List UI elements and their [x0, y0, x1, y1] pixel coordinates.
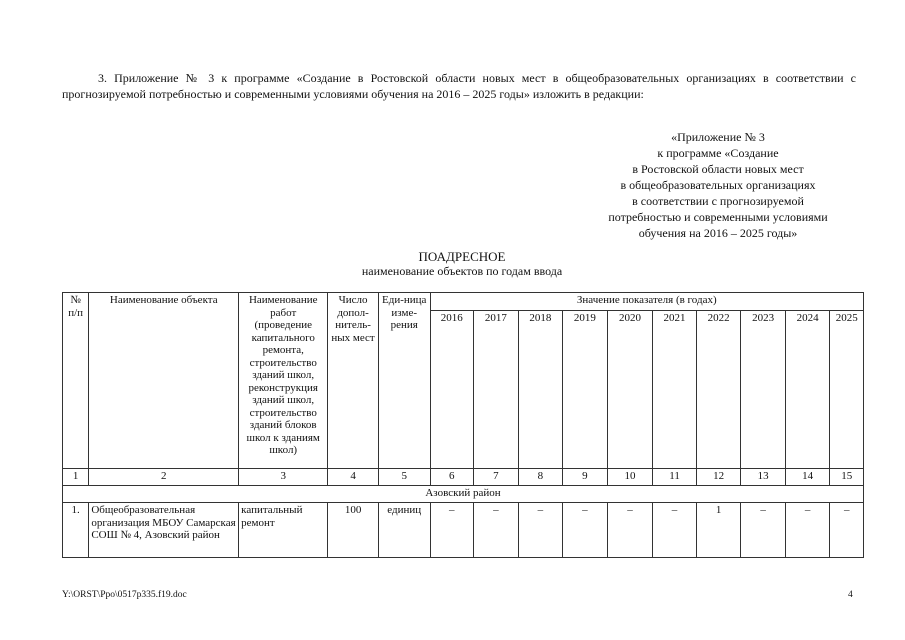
row-value: –: [653, 503, 697, 558]
row-value: –: [830, 503, 864, 558]
header-num: № п/п: [63, 293, 89, 469]
appendix-line: в общеобразовательных организациях: [620, 178, 816, 192]
row-num: 1.: [63, 503, 89, 558]
table-row: [63, 503, 864, 558]
intro-paragraph: 3. Приложение № 3 к программе «Создание в Ростовской области новых мест в общеобразовательных организациях в соответствии с прогнозируемой потребностью и современными условиями обучения на 2016 – 2025 годы» изложить в редакции:: [62, 71, 856, 101]
year-header: 2018: [518, 311, 563, 469]
title-line-2: наименование объектов по годам ввода: [361, 264, 563, 278]
row-value: 1: [696, 503, 741, 558]
header-works: Наименование работ (проведение капитального ремонта, строительство зданий школ, реконструкция зданий школ, строительство зданий блоков школ к зданиям школ): [239, 293, 328, 469]
column-number: 5: [378, 469, 430, 486]
table-title: [62, 250, 862, 278]
column-number: 6: [430, 469, 474, 486]
header-places: Число допол-нитель-ных мест: [328, 293, 379, 469]
objects-table: [62, 292, 864, 558]
column-number: 1: [63, 469, 89, 486]
appendix-line: в соответствии с прогнозируемой: [632, 194, 804, 208]
page-number: 4: [848, 590, 853, 600]
year-header: 2021: [653, 311, 697, 469]
year-header: 2025: [830, 311, 864, 469]
appendix-line: «Приложение № 3: [671, 130, 765, 144]
column-number: 14: [785, 469, 830, 486]
row-places: 100: [328, 503, 379, 558]
row-value: –: [518, 503, 563, 558]
row-value: –: [741, 503, 786, 558]
title-line-1: ПОАДРЕСНОЕ: [418, 249, 506, 264]
appendix-heading: [572, 129, 864, 241]
row-value: –: [785, 503, 830, 558]
appendix-line: к программе «Создание: [657, 146, 779, 160]
header-unit: Еди-ница изме-рения: [378, 293, 430, 469]
appendix-line: обучения на 2016 – 2025 годы»: [638, 226, 798, 240]
appendix-line: потребностью и современными условиями: [608, 210, 828, 224]
column-number: 2: [89, 469, 239, 486]
year-header: 2023: [741, 311, 786, 469]
year-header: 2022: [696, 311, 741, 469]
year-header: 2019: [563, 311, 608, 469]
row-value: –: [563, 503, 608, 558]
row-value: –: [430, 503, 474, 558]
year-header: 2017: [474, 311, 519, 469]
column-number: 9: [563, 469, 608, 486]
row-works: капитальный ремонт: [239, 503, 328, 558]
year-header: 2020: [607, 311, 653, 469]
column-number: 8: [518, 469, 563, 486]
column-number: 11: [653, 469, 697, 486]
column-number: 4: [328, 469, 379, 486]
year-header: 2024: [785, 311, 830, 469]
column-number: 15: [830, 469, 864, 486]
footer-file-path: Y:\ORST\Ppo\0517p335.f19.doc: [62, 590, 187, 600]
region-row: Азовский район: [63, 486, 864, 503]
column-number: 13: [741, 469, 786, 486]
row-unit: единиц: [378, 503, 430, 558]
row-object: Общеобразовательная организация МБОУ Самарская СОШ № 4, Азовский район: [89, 503, 239, 558]
appendix-line: в Ростовской области новых мест: [632, 162, 804, 176]
column-number: 10: [607, 469, 653, 486]
column-number: 7: [474, 469, 519, 486]
column-number: 3: [239, 469, 328, 486]
row-value: –: [474, 503, 519, 558]
column-number: 12: [696, 469, 741, 486]
header-object: Наименование объекта: [89, 293, 239, 469]
year-header: 2016: [430, 311, 474, 469]
header-indicator: Значение показателя (в годах): [430, 293, 863, 311]
row-value: –: [607, 503, 653, 558]
